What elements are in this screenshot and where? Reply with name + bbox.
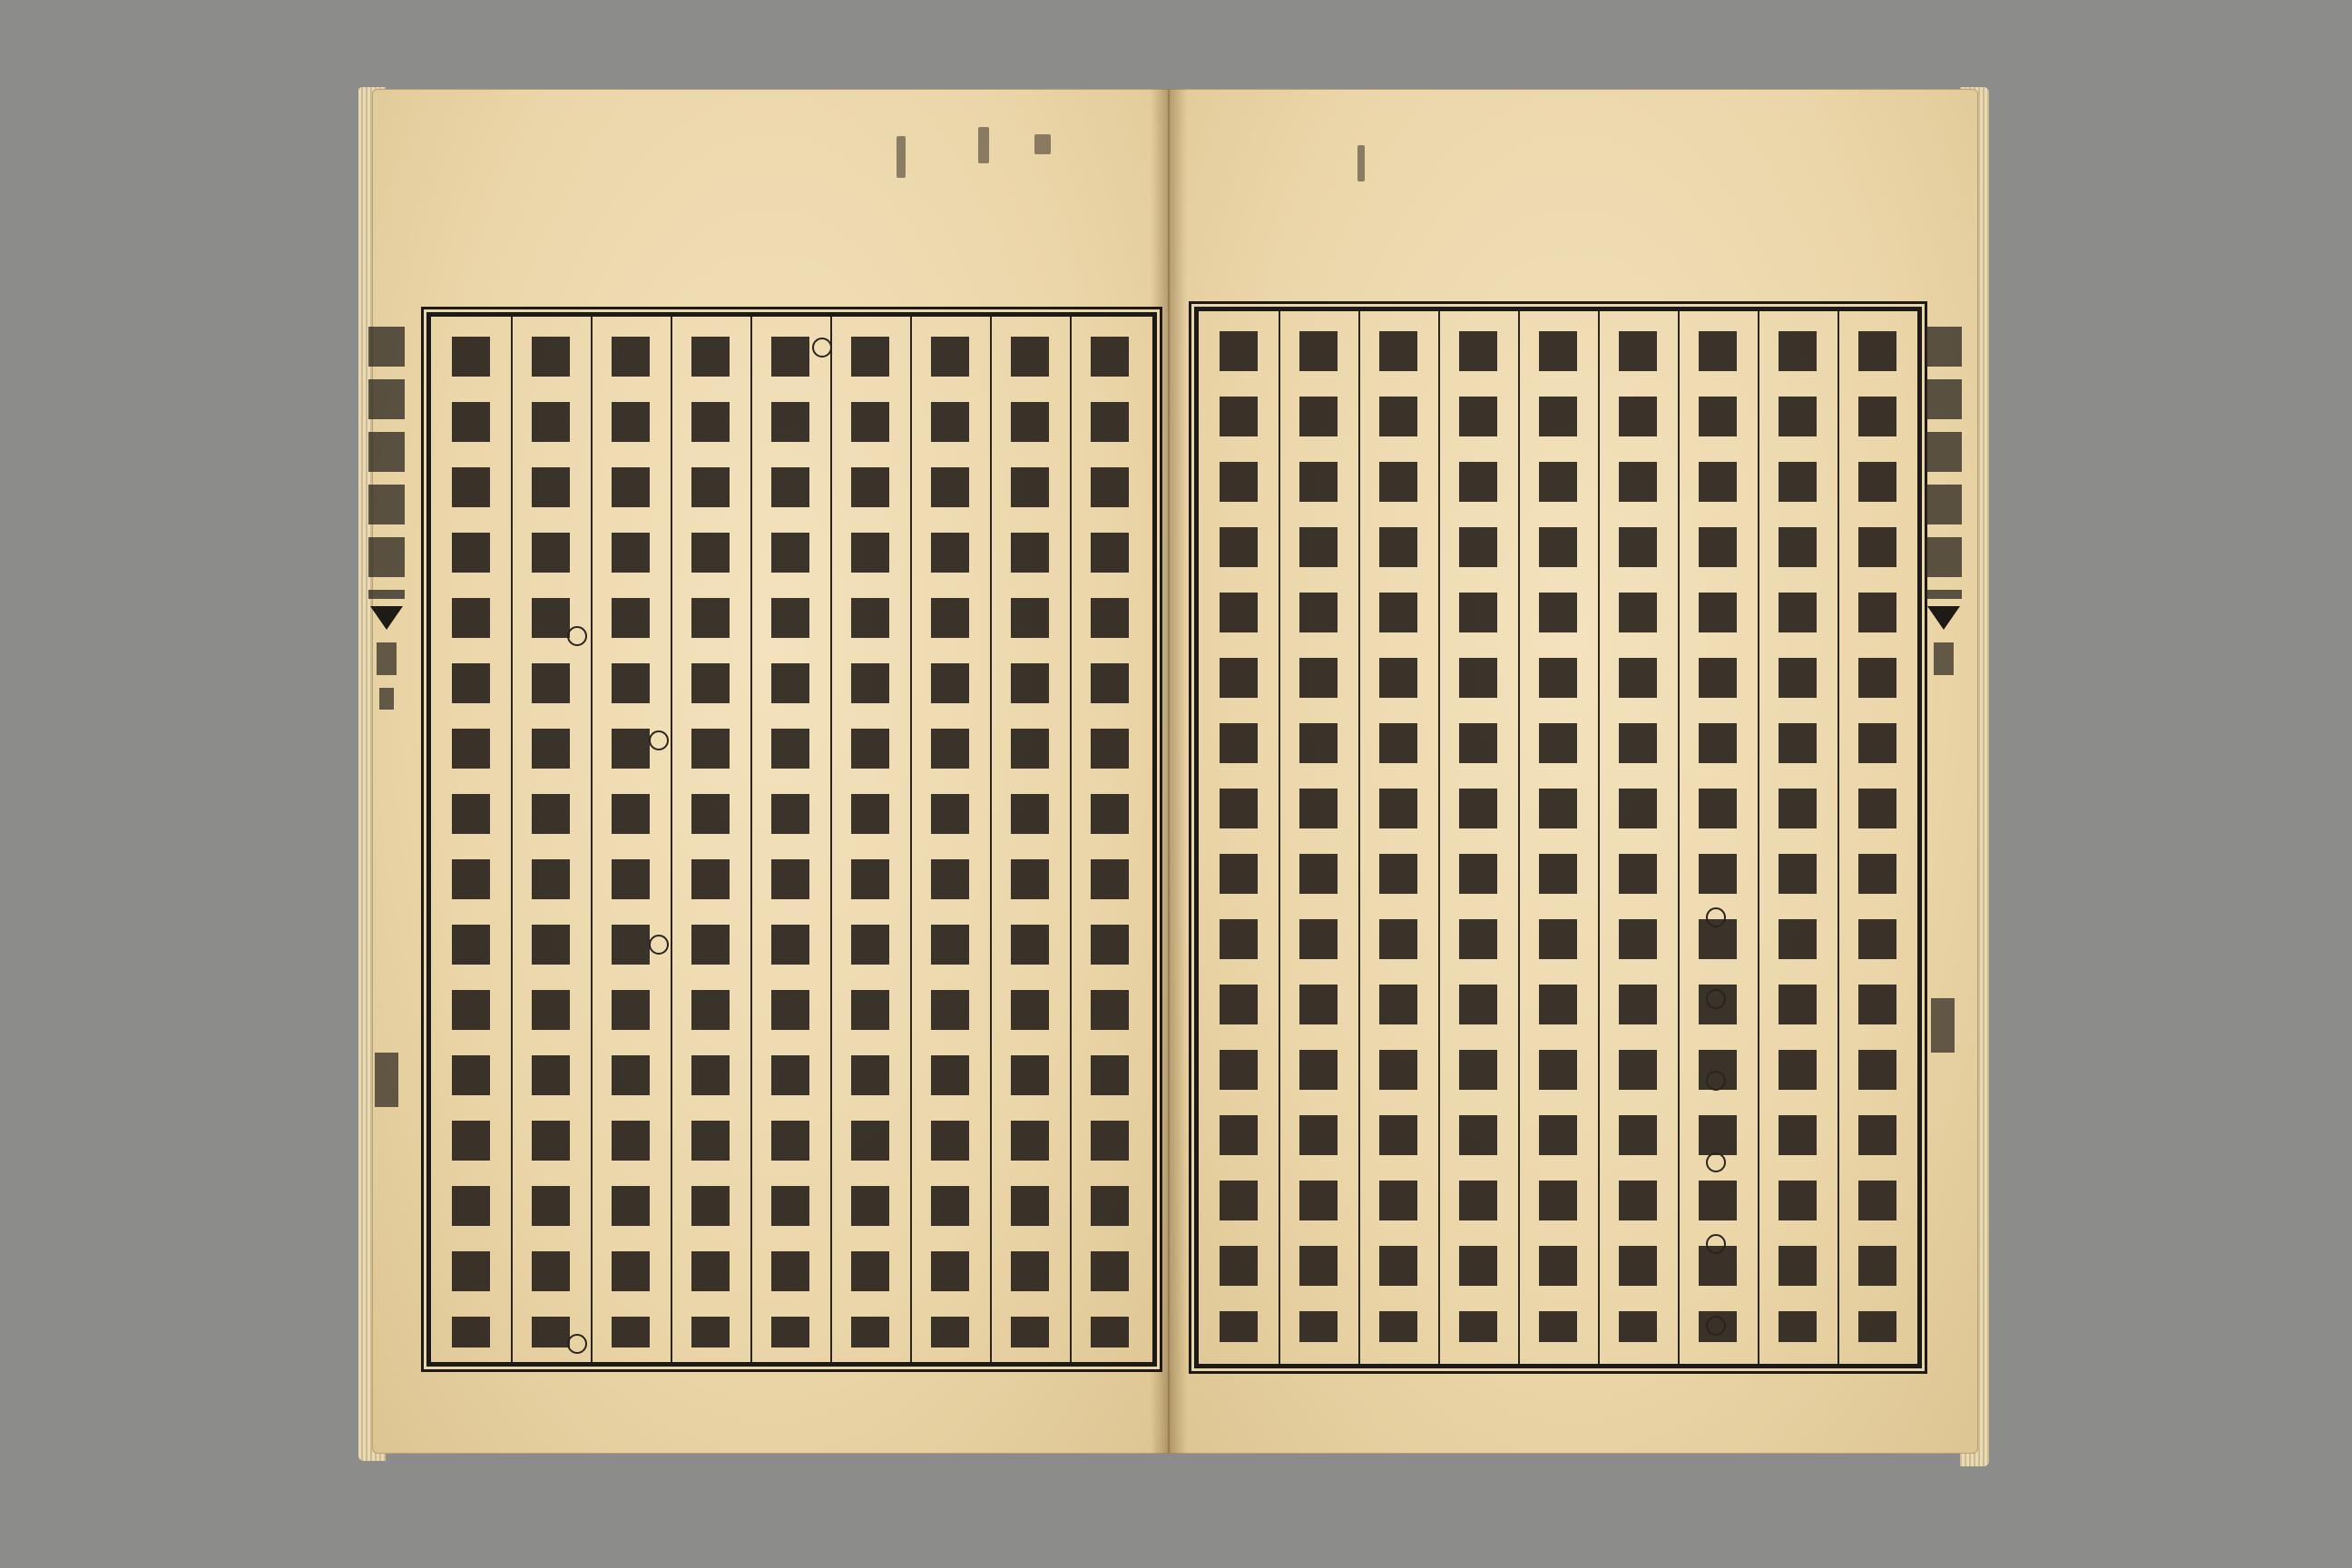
fishtail-mark (1927, 606, 1960, 630)
column-rule (591, 317, 593, 1362)
punctuation-circle (567, 1334, 587, 1354)
punctuation-circle (812, 338, 832, 358)
column-text-placeholder (691, 337, 730, 1348)
text-column (838, 331, 902, 1348)
column-text-placeholder (612, 337, 650, 1348)
ink-smudge (1357, 145, 1365, 181)
margin-section-placeholder (379, 688, 394, 710)
column-text-placeholder (1619, 331, 1657, 1342)
punctuation-circle (1706, 1234, 1726, 1254)
ink-smudge (897, 136, 906, 178)
punctuation-circle (1706, 989, 1726, 1009)
margin-title-placeholder (368, 327, 405, 599)
column-text-placeholder (1699, 331, 1737, 1342)
margin-volume-placeholder (1934, 642, 1954, 675)
column-text-placeholder (1299, 331, 1338, 1342)
text-column (1287, 326, 1350, 1342)
column-text-placeholder (931, 337, 969, 1348)
text-column (439, 331, 503, 1348)
column-rule (671, 317, 672, 1362)
column-rule (1438, 311, 1440, 1364)
margin-title-placeholder (1926, 327, 1962, 599)
text-column (1526, 326, 1590, 1342)
column-text-placeholder (1220, 331, 1258, 1342)
punctuation-circle (1706, 1152, 1726, 1172)
column-rule (511, 317, 513, 1362)
column-rule (1070, 317, 1072, 1362)
column-rule (1598, 311, 1600, 1364)
text-column (918, 331, 982, 1348)
column-text-placeholder (1858, 331, 1896, 1342)
text-column (759, 331, 822, 1348)
text-column (1446, 326, 1510, 1342)
text-column (998, 331, 1062, 1348)
right-page-margin-band (1920, 312, 1967, 1357)
column-text-placeholder (771, 337, 809, 1348)
column-rule (1838, 311, 1839, 1364)
ink-smudge (978, 127, 989, 163)
column-rule (1678, 311, 1680, 1364)
column-rule (910, 317, 912, 1362)
right-page-text-frame (1194, 307, 1922, 1368)
left-page-text-frame (426, 312, 1157, 1367)
text-column (1766, 326, 1829, 1342)
text-column (1078, 331, 1142, 1348)
text-column (1367, 326, 1430, 1342)
column-rule (750, 317, 752, 1362)
text-column (1606, 326, 1670, 1342)
text-column (1846, 326, 1909, 1342)
punctuation-circle (1706, 907, 1726, 927)
column-rule (1358, 311, 1360, 1364)
fishtail-mark (370, 606, 403, 630)
column-rule (1279, 311, 1280, 1364)
left-page-number-placeholder (375, 1053, 398, 1107)
column-text-placeholder (1779, 331, 1817, 1342)
column-text-placeholder (532, 337, 570, 1348)
ink-smudge (1034, 134, 1051, 154)
column-text-placeholder (452, 337, 490, 1348)
text-column (1207, 326, 1270, 1342)
column-text-placeholder (1539, 331, 1577, 1342)
left-page-margin-band (363, 312, 410, 1357)
punctuation-circle (649, 730, 669, 750)
text-column (519, 331, 583, 1348)
right-page-number-placeholder (1931, 998, 1955, 1053)
text-column (1686, 326, 1749, 1342)
text-column (679, 331, 742, 1348)
punctuation-circle (567, 626, 587, 646)
column-rule (1758, 311, 1759, 1364)
column-text-placeholder (851, 337, 889, 1348)
punctuation-circle (649, 935, 669, 955)
column-text-placeholder (1459, 331, 1497, 1342)
column-text-placeholder (1011, 337, 1049, 1348)
column-text-placeholder (1379, 331, 1417, 1342)
column-text-placeholder (1091, 337, 1129, 1348)
column-rule (1518, 311, 1520, 1364)
text-column (599, 331, 662, 1348)
column-rule (990, 317, 992, 1362)
punctuation-circle (1706, 1316, 1726, 1336)
margin-volume-placeholder (377, 642, 397, 675)
punctuation-circle (1706, 1071, 1726, 1091)
column-rule (830, 317, 832, 1362)
